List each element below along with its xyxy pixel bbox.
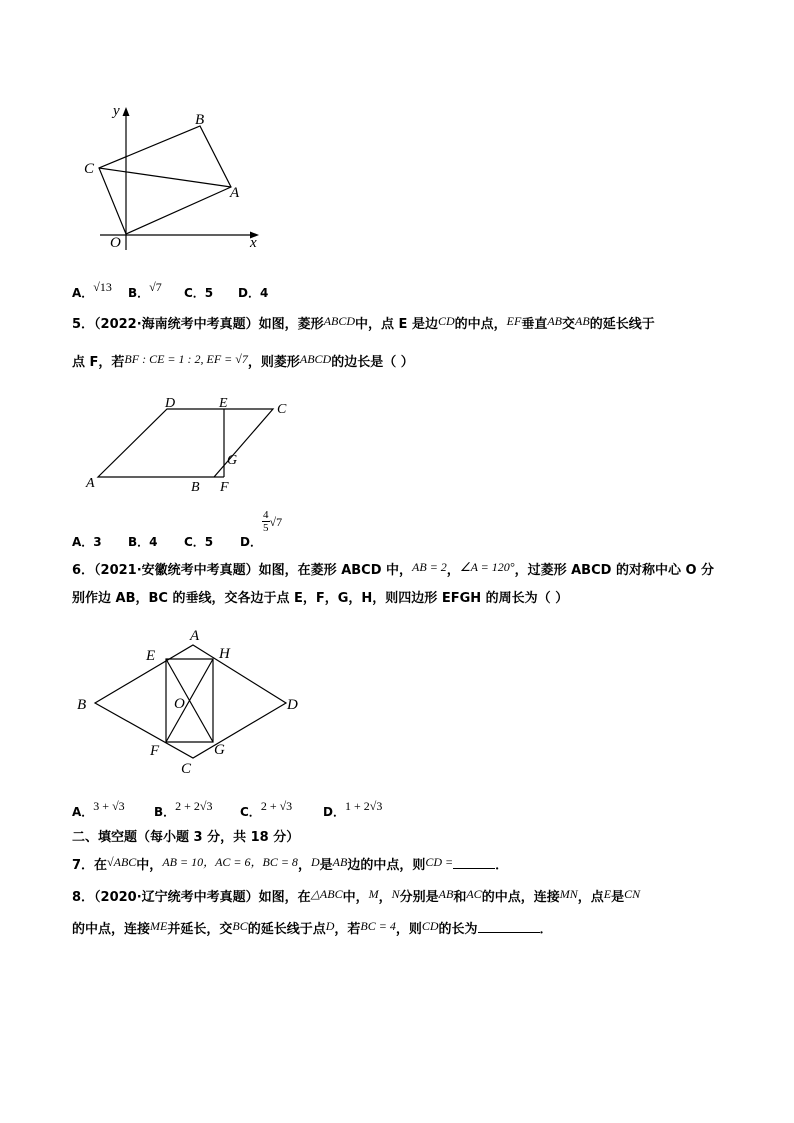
label-B: B	[195, 112, 205, 128]
q7-text: ，	[297, 858, 311, 873]
figure-coordinate	[80, 98, 270, 258]
q5-option-b: B．4	[128, 535, 158, 549]
q5-math-ab: AB	[547, 314, 563, 328]
label-E: E	[219, 396, 228, 411]
q6-source: （2021·安徽统考中考真题）	[94, 563, 259, 578]
q5-option-d-fraction	[262, 509, 282, 534]
q8-source: （2020·辽宁统考中考真题）	[94, 890, 259, 905]
q7-text: ．	[495, 858, 509, 873]
q5-text: ，则菱形	[247, 355, 300, 370]
q8-number: 8．	[72, 890, 95, 905]
q5-text: 中，点 E 是边	[355, 317, 438, 332]
y-axis-arrow	[123, 107, 130, 116]
q6-text: 如图，在菱形 ABCD 中，	[258, 563, 413, 578]
q8-text: 的长为	[438, 922, 478, 937]
rhombus-ABCD	[98, 409, 273, 477]
q8-line2	[72, 920, 553, 939]
q8-math-d: D	[325, 919, 335, 933]
q7-values: AB = 10，AC = 6，BC = 8	[162, 855, 298, 869]
label-G: G	[227, 453, 238, 468]
q4-option-a	[72, 280, 112, 301]
q5-option-c: C．5	[184, 535, 214, 549]
figure-rhombus-q5	[80, 392, 300, 496]
q5-text: 点 F，若	[72, 355, 125, 370]
label-H: H	[219, 646, 230, 662]
q4-option-b-letter: B．	[128, 286, 150, 300]
q5-math-abcd: ABCD	[299, 352, 332, 366]
q6-text: ，过菱形 ABCD 的对称中心 O 分	[514, 563, 715, 578]
label-A: A	[190, 628, 200, 644]
q5-text: 的中点，	[454, 317, 507, 332]
q4-option-c: C．5	[184, 286, 214, 300]
diagonal-CA	[99, 168, 231, 187]
label-B: B	[191, 480, 200, 495]
label-A: A	[86, 476, 95, 491]
q8-text: 的中点，连接	[481, 890, 560, 905]
fraction	[262, 509, 270, 534]
rectangle-OABC	[99, 126, 231, 234]
q8-math-me: ME	[150, 919, 168, 933]
q7-line	[72, 856, 508, 875]
q5-text: 垂直	[521, 317, 548, 332]
q7-math-d: D	[310, 855, 320, 869]
q4-option-d: D．4	[238, 286, 269, 300]
q5-option-a: A．3	[72, 535, 102, 549]
q6-option-b	[154, 799, 213, 820]
q8-math-bc-value: BC = 4	[360, 919, 396, 933]
q8-math-ac: AC	[466, 887, 482, 901]
q8-text: ，则	[395, 922, 422, 937]
label-C: C	[84, 161, 95, 177]
q5-text: 的延长线于	[589, 317, 655, 332]
q5-option-d-letter: D．	[240, 535, 262, 549]
label-F: F	[220, 480, 229, 495]
q5-condition: BF : CE = 1 : 2, EF = √7	[124, 352, 248, 366]
q7-text: 是	[319, 858, 333, 873]
q8-math-n: N	[391, 887, 400, 901]
q6-option-d	[323, 799, 383, 820]
label-B: B	[77, 697, 87, 713]
q7-math-cd: CD =	[425, 855, 454, 869]
q6-text: ，	[446, 563, 460, 578]
radical: √7	[269, 515, 283, 529]
q8-answer-blank[interactable]	[478, 920, 540, 933]
q6-line1	[72, 561, 714, 580]
q6-option-a-value: 3 + √3	[93, 799, 125, 813]
q8-text: 的中点，连接	[72, 922, 151, 937]
q5-text: 如图，菱形	[258, 317, 324, 332]
label-A: A	[230, 185, 240, 201]
q5-math-abcd: ABCD	[323, 314, 356, 328]
q6-option-a-letter: A．	[72, 805, 94, 819]
q5-text: 的边长是（ ）	[331, 355, 414, 370]
q8-text: 分别是	[399, 890, 439, 905]
q5-line1	[72, 315, 655, 334]
q6-option-c-value: 2 + √3	[260, 799, 293, 813]
q8-math-e: E	[603, 887, 612, 901]
q6-math-ab: AB = 2	[412, 560, 447, 574]
q8-text: ．	[539, 922, 553, 937]
q7-text: 边的中点，则	[347, 858, 426, 873]
q5-math-cd: CD	[437, 314, 455, 328]
q8-text: ，	[378, 890, 392, 905]
label-O: O	[174, 696, 185, 712]
q6-option-d-letter: D．	[323, 805, 345, 819]
q6-line2: 别作边 AB，BC 的垂线，交各边于点 E，F，G，H，则四边形 EFGH 的周长为（ ）	[72, 591, 569, 606]
label-O: O	[110, 235, 121, 251]
label-F: F	[150, 743, 160, 759]
q4-option-b	[128, 280, 162, 301]
label-G: G	[214, 742, 225, 758]
q6-option-c-letter: C．	[240, 805, 261, 819]
q5-line2	[72, 353, 414, 372]
q8-text: ，若	[334, 922, 361, 937]
q5-math-ef: EF	[506, 314, 522, 328]
q8-line1	[72, 888, 640, 907]
q6-option-b-letter: B．	[154, 805, 176, 819]
q8-text: ，点	[577, 890, 604, 905]
q5-option-d	[240, 533, 262, 550]
label-D: D	[165, 396, 176, 411]
label-E: E	[146, 648, 156, 664]
q6-number: 6．	[72, 563, 95, 578]
q5-math-ab: AB	[575, 314, 590, 328]
q8-math-mn: MN	[559, 887, 578, 901]
q7-triangle: √ABC	[107, 855, 137, 869]
section-heading-fill-in: 二、填空题（每小题 3 分，共 18 分）	[72, 830, 300, 845]
q8-text: 的延长线于点	[247, 922, 326, 937]
figure-rhombus-q6	[74, 622, 310, 778]
q6-math-angle: ∠A = 120°	[459, 560, 515, 574]
q8-text: 中，	[342, 890, 369, 905]
q8-text: 并延长，交	[167, 922, 233, 937]
q6-option-c	[240, 799, 293, 820]
q8-text: 如图，在	[258, 890, 311, 905]
q7-text: 中，	[136, 858, 163, 873]
q8-text: 是	[611, 890, 625, 905]
q4-option-a-value: √13	[93, 280, 112, 294]
q8-math-cd: CD	[421, 919, 439, 933]
label-D: D	[287, 697, 298, 713]
q7-number: 7．在	[72, 858, 108, 873]
q8-math-m: M	[368, 887, 379, 901]
q8-math-ab: AB	[438, 887, 454, 901]
denominator: 5	[263, 522, 269, 534]
q7-math-ab: AB	[332, 855, 348, 869]
label-C: C	[181, 761, 192, 777]
label-C: C	[277, 402, 287, 417]
q8-math-bc: BC	[232, 919, 248, 933]
q5-source: （2022·海南统考中考真题）	[94, 317, 259, 332]
q6-option-d-value: 1 + 2√3	[344, 799, 383, 813]
label-y: y	[113, 103, 120, 119]
q5-text: 交	[562, 317, 576, 332]
q8-text: 和	[453, 890, 467, 905]
label-x: x	[250, 235, 257, 251]
q8-math-cn: CN	[624, 887, 641, 901]
q4-option-b-value: √7	[149, 280, 162, 294]
q8-triangle: △ABC	[310, 887, 343, 901]
q6-option-b-value: 2 + 2√3	[175, 799, 213, 813]
numerator: 4	[263, 509, 269, 521]
q6-option-a	[72, 799, 125, 820]
q7-answer-blank[interactable]	[453, 856, 495, 869]
q4-option-a-letter: A．	[72, 286, 94, 300]
q5-number: 5．	[72, 317, 95, 332]
